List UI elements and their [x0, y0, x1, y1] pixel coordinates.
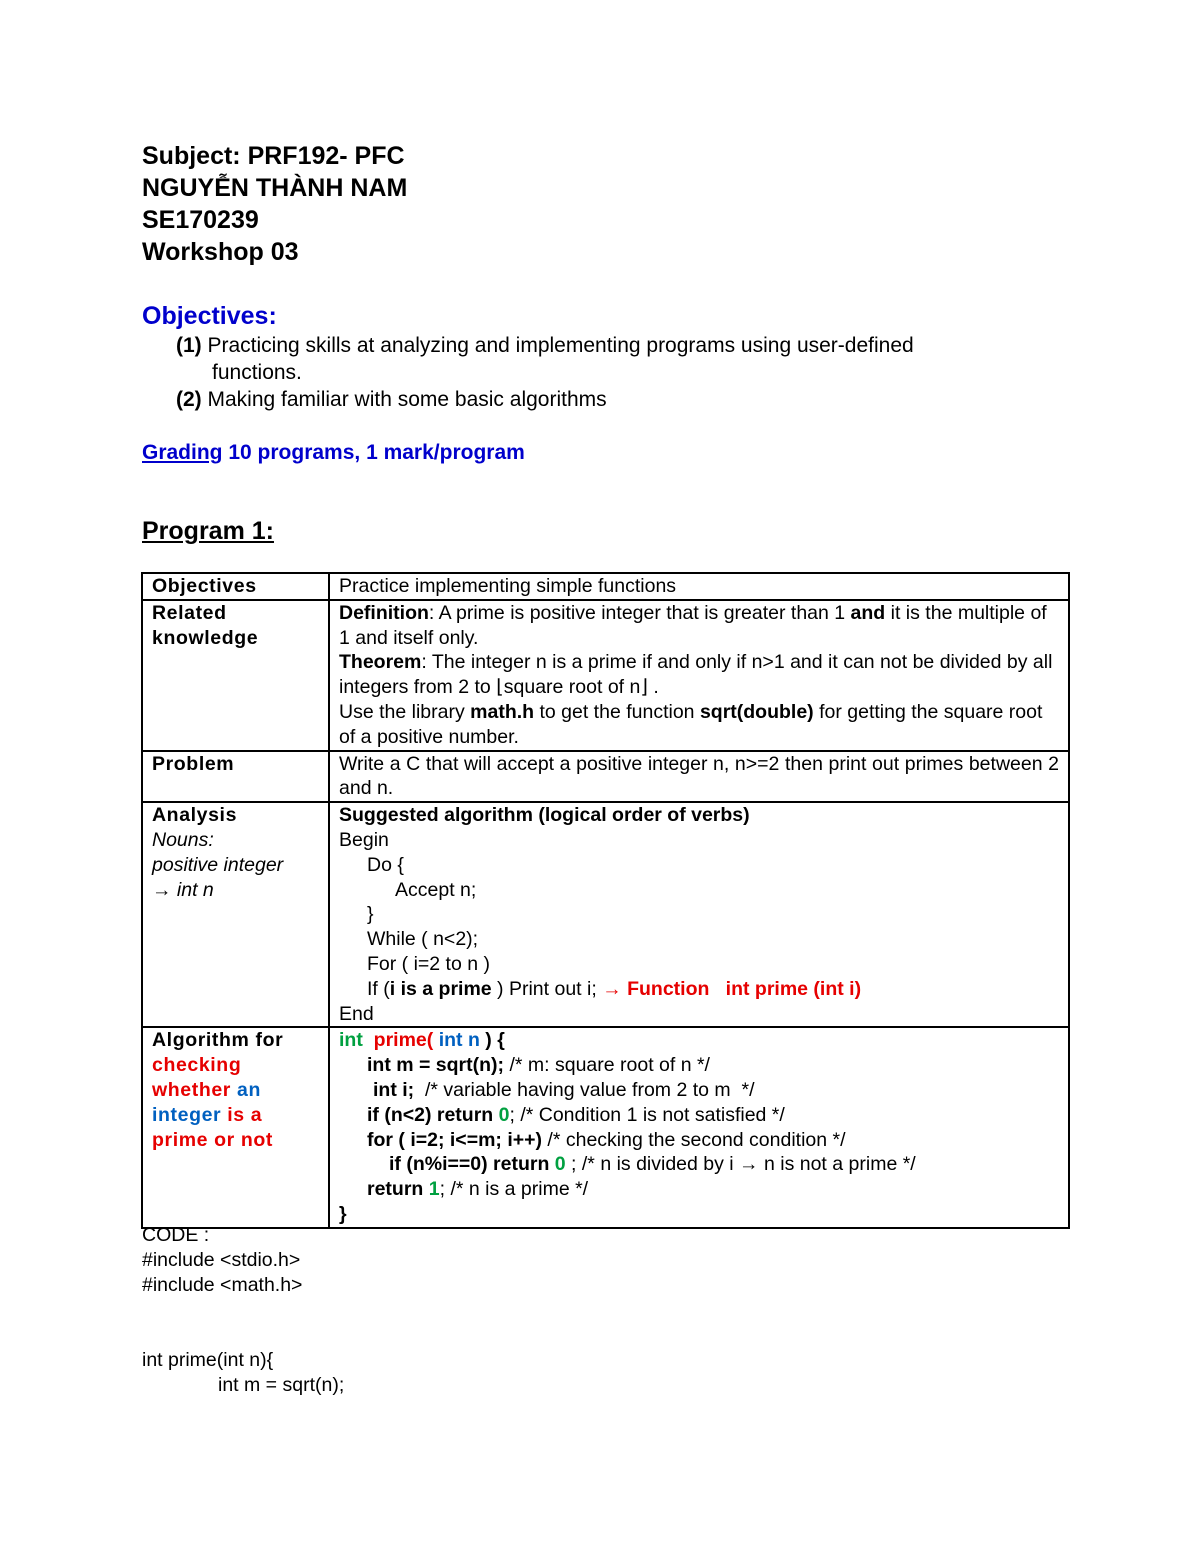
- alg-while: While ( n<2);: [367, 928, 479, 951]
- code-token: if (n%i==0) return: [389, 1153, 555, 1176]
- library-text: Use the library: [339, 700, 471, 723]
- objective-item-1: [176, 332, 914, 359]
- code-line: #include <stdio.h>: [142, 1249, 301, 1271]
- program-title: Program 1:: [142, 517, 274, 545]
- code-line-if: [339, 1103, 1059, 1128]
- objective-item-1-cont: functions.: [212, 361, 302, 384]
- code-token: for ( i=2; i<=m; i++): [367, 1128, 543, 1151]
- code-line-return: [339, 1177, 1059, 1202]
- code-line-if2: [339, 1152, 1059, 1177]
- objective-number: (1): [176, 334, 202, 357]
- label-analysis: [142, 802, 329, 1027]
- library-text-2: to get the function: [534, 700, 700, 723]
- algo-label-word: integer: [152, 1103, 222, 1126]
- definition-text-2: it is the multiple of 1 and itself only.: [339, 601, 1047, 649]
- code-token: int n: [438, 1029, 480, 1052]
- objective-item-2: [176, 386, 607, 413]
- alg-if: [339, 977, 1059, 1002]
- code-blank-line: [142, 1298, 344, 1323]
- algo-label-word: an: [237, 1078, 261, 1101]
- code-token: return: [367, 1178, 429, 1201]
- code-token: int: [339, 1029, 363, 1052]
- objective-number: (2): [176, 388, 202, 411]
- code-comment: /* checking the second condition */: [542, 1128, 846, 1151]
- code-line-m: [339, 1053, 1059, 1078]
- code-token: 1: [428, 1178, 440, 1201]
- algo-label-line: checking: [152, 1054, 242, 1077]
- alg-if-bold: i is a prime: [389, 977, 492, 1000]
- label-objectives: Objectives: [142, 573, 329, 600]
- definition-text: : A prime is positive integer that is greater than 1: [428, 601, 851, 624]
- code-section: [142, 1223, 344, 1398]
- code-token: ) {: [479, 1029, 505, 1052]
- label-related: Related knowledge: [142, 600, 329, 751]
- value-analysis: [329, 802, 1069, 1027]
- library-func: sqrt(double): [699, 700, 814, 723]
- program-table: [141, 572, 1070, 1229]
- code-token: if (n<2) return: [367, 1103, 499, 1126]
- code-line: int prime(int n){: [142, 1349, 274, 1371]
- alg-do: Do {: [367, 853, 404, 876]
- workshop-title: Workshop 03: [142, 238, 299, 266]
- nouns-type: → int n: [152, 878, 214, 901]
- library-para: [339, 700, 1059, 750]
- value-problem: Write a C that will accept a positive integer n, n>=2 then print out primes between 2 and n.: [329, 751, 1069, 803]
- grading-text: 10 programs, 1 mark/program: [222, 441, 525, 464]
- theorem-para: [339, 650, 1059, 700]
- code-signature: [339, 1028, 1059, 1053]
- algo-label-word: is a: [227, 1103, 263, 1126]
- nouns-value: positive integer: [152, 853, 284, 876]
- grading-label: Grading: [142, 441, 223, 464]
- code-comment: /* variable having value from 2 to m */: [414, 1078, 755, 1101]
- alg-end: End: [339, 1002, 374, 1025]
- student-id: SE170239: [142, 206, 259, 234]
- row-problem: [142, 751, 1069, 803]
- alg-if-text: If (: [367, 977, 390, 1000]
- alg-begin: Begin: [339, 828, 389, 851]
- label-algorithm: [142, 1027, 329, 1227]
- value-related: [329, 600, 1069, 751]
- analysis-label: Analysis: [152, 804, 238, 827]
- code-line-for: [339, 1128, 1059, 1153]
- code-token: int i;: [373, 1078, 415, 1101]
- code-line: int m = sqrt(n);: [218, 1374, 345, 1396]
- value-objectives: Practice implementing simple functions: [329, 573, 1069, 600]
- code-comment: ; /* n is divided by i → n is not a prime */: [565, 1153, 916, 1176]
- row-objectives: [142, 573, 1069, 600]
- library-name: math.h: [470, 700, 535, 723]
- algo-label-word: whether: [152, 1078, 231, 1101]
- suggested-title: Suggested algorithm (logical order of verbs): [339, 804, 750, 827]
- alg-close: }: [367, 903, 374, 926]
- code-blank-line: [142, 1323, 344, 1348]
- code-token: int m = sqrt(n);: [367, 1054, 505, 1077]
- library-text-3: for getting the square root of a positive number.: [339, 700, 1043, 748]
- alg-accept: Accept n;: [395, 878, 477, 901]
- code-comment: ; /* Condition 1 is not satisfied */: [509, 1103, 785, 1126]
- code-token: prime(: [373, 1029, 434, 1052]
- code-token: 0: [554, 1153, 566, 1176]
- definition-label: Definition: [339, 601, 429, 624]
- definition-and: and: [850, 601, 886, 624]
- alg-function: → Function int prime (int i): [602, 977, 862, 1000]
- definition-para: [339, 601, 1059, 651]
- code-comment: ; /* n is a prime */: [439, 1178, 589, 1201]
- code-comment: /* m: square root of n */: [504, 1054, 710, 1077]
- objective-text: Making familiar with some basic algorithms: [201, 388, 607, 411]
- row-related: [142, 600, 1069, 751]
- grading-line: [142, 439, 525, 467]
- code-line: #include <math.h>: [142, 1274, 303, 1296]
- row-algorithm: [142, 1027, 1069, 1227]
- code-line-end: }: [339, 1202, 347, 1225]
- code-token: 0: [498, 1103, 510, 1126]
- alg-for: For ( i=2 to n ): [367, 952, 490, 975]
- value-algorithm: [329, 1027, 1069, 1227]
- row-analysis: [142, 802, 1069, 1027]
- theorem-text: : The integer n is a prime if and only if n>1 and it can not be divided by all integers from 2 to ⌊square root of n⌋ .: [339, 651, 1053, 699]
- student-name: NGUYỄN THÀNH NAM: [142, 174, 408, 202]
- document-header: [142, 140, 407, 268]
- nouns-label: Nouns:: [152, 828, 214, 851]
- algo-label-line: Algorithm for: [152, 1029, 284, 1052]
- code-label: CODE :: [142, 1224, 210, 1246]
- code-line-i: [339, 1078, 1059, 1103]
- label-problem: Problem: [142, 751, 329, 803]
- objective-text: Practicing skills at analyzing and implementing programs using user-defined: [201, 334, 914, 357]
- alg-if-text-2: ) Print out i;: [491, 977, 603, 1000]
- theorem-label: Theorem: [339, 651, 422, 674]
- subject-line: Subject: PRF192- PFC: [142, 142, 405, 170]
- objectives-heading: Objectives:: [142, 302, 277, 330]
- algo-label-line: prime or not: [152, 1128, 273, 1151]
